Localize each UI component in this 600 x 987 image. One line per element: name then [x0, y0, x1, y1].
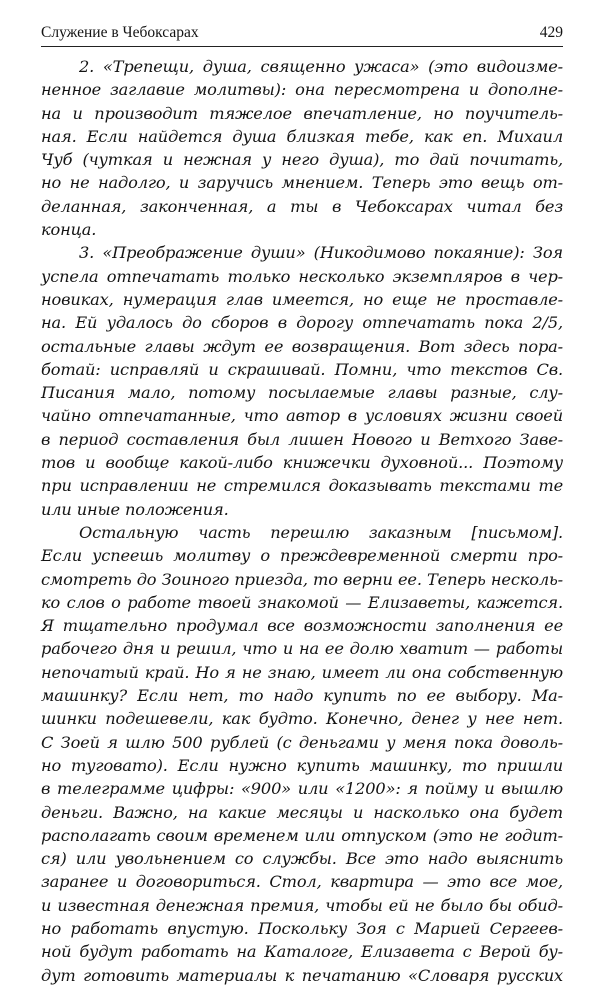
paragraph-item-3: [41, 241, 563, 521]
text-line: но не надолго, и заручись мнением. Теперь это вещь от-: [41, 173, 563, 193]
running-head: [41, 22, 563, 44]
text-line: Я тщательно продумал все возможности заполнения ее: [41, 616, 563, 636]
page-number: 429: [539, 24, 563, 41]
text-line: машинку? Если нет, то надо купить по ее выбору. Ма-: [41, 686, 563, 706]
text-line: деньги. Важно, на какие месяцы и насколько она будет: [41, 802, 563, 822]
paragraph-item-2: [41, 55, 563, 241]
text-line: но туговато). Если нужно купить машинку, то пришли: [41, 755, 563, 775]
text-line: деланная, законченная, а ты в Чебоксарах читал без: [41, 196, 563, 216]
text-line: ся) или увольнением со службы. Все это надо выяснить: [41, 849, 563, 869]
text-line: тов и вообще какой-либо книжечки духовной... Поэтому: [41, 453, 563, 473]
text-line: на. Ей удалось до сборов в дорогу отпечатать пока 2/5,: [41, 313, 563, 333]
text-line: ной будут работать на Каталоге, Елизавета с Верой бу-: [41, 942, 563, 962]
text-line: С Зоей я шлю 500 рублей (с деньгами у меня пока доволь-: [41, 732, 563, 752]
text-line: 2. «Трепещи, душа, священно ужаса» (это видоизме-: [79, 57, 563, 76]
text-line: Если успеешь молитву о преждевременной смерти про-: [41, 546, 563, 566]
text-line: успела отпечатать только несколько экземпляров в чер-: [41, 266, 563, 286]
text-line: Писания мало, потому посылаемые главы разные, слу-: [41, 383, 563, 403]
text-line: ботай: исправляй и скрашивай. Помни, что текстов Св.: [41, 359, 563, 379]
text-line: в телеграмме цифры: «900» или «1200»: я пойму и вышлю: [41, 779, 563, 799]
text-line: при исправлении не стремился доказывать текстами те: [41, 476, 563, 496]
page-body: [41, 55, 563, 987]
text-line: Чуб (чуткая и нежная у него душа), то дай почитать,: [41, 150, 563, 170]
text-line: смотреть до Зоиного приезда, то верни ее. Теперь несколь-: [41, 569, 563, 589]
text-line: новиках, нумерация глав имеется, но еще не проставле-: [41, 289, 563, 309]
text-line: на и производит тяжелое впечатление, но поучитель-: [41, 103, 563, 123]
running-title: Служение в Чебоксарах: [41, 24, 199, 41]
text-line: и известная денежная премия, чтобы ей не было бы обид-: [41, 895, 563, 915]
text-line: в период составления был лишен Нового и Ветхого Заве-: [41, 429, 563, 449]
paragraph-remaining: [41, 521, 563, 987]
text-line: или иные положения.: [41, 499, 229, 519]
text-line: непочатый край. Но я не знаю, имеет ли она собственную: [41, 662, 563, 682]
text-line: ко слов о работе твоей знакомой — Елизаветы, кажется.: [41, 592, 563, 612]
text-line: но работать впустую. Поскольку Зоя с Марией Сергеев-: [41, 918, 563, 938]
text-line: остальные главы ждут ее возвращения. Вот здесь пора-: [41, 336, 563, 356]
text-line: ненное заглавие молитвы): она пересмотрена и дополне-: [41, 80, 563, 100]
text-line: 3. «Преображение души» (Никодимово покаяние): Зоя: [79, 243, 563, 263]
text-line: конца.: [41, 220, 97, 240]
text-line: рабочего дня и решил, что и на ее долю хватит — работы: [41, 639, 563, 659]
text-line: дут готовить материалы к печатанию «Словаря русских: [41, 965, 563, 985]
text-line: чайно отпечатанные, что автор в условиях жизни своей: [41, 406, 563, 426]
text-line: ная. Если найдется душа близкая тебе, как еп. Михаил: [41, 126, 563, 146]
text-line: заранее и договориться. Стол, квартира — это все мое,: [41, 872, 563, 892]
text-line: располагать своим временем или отпуском (это не годит-: [41, 825, 563, 845]
text-line: шинки подешевели, как будто. Конечно, денег у нее нет.: [41, 709, 563, 729]
header-rule: [41, 46, 563, 47]
text-line: Остальную часть перешлю заказным [письмом].: [79, 522, 563, 542]
